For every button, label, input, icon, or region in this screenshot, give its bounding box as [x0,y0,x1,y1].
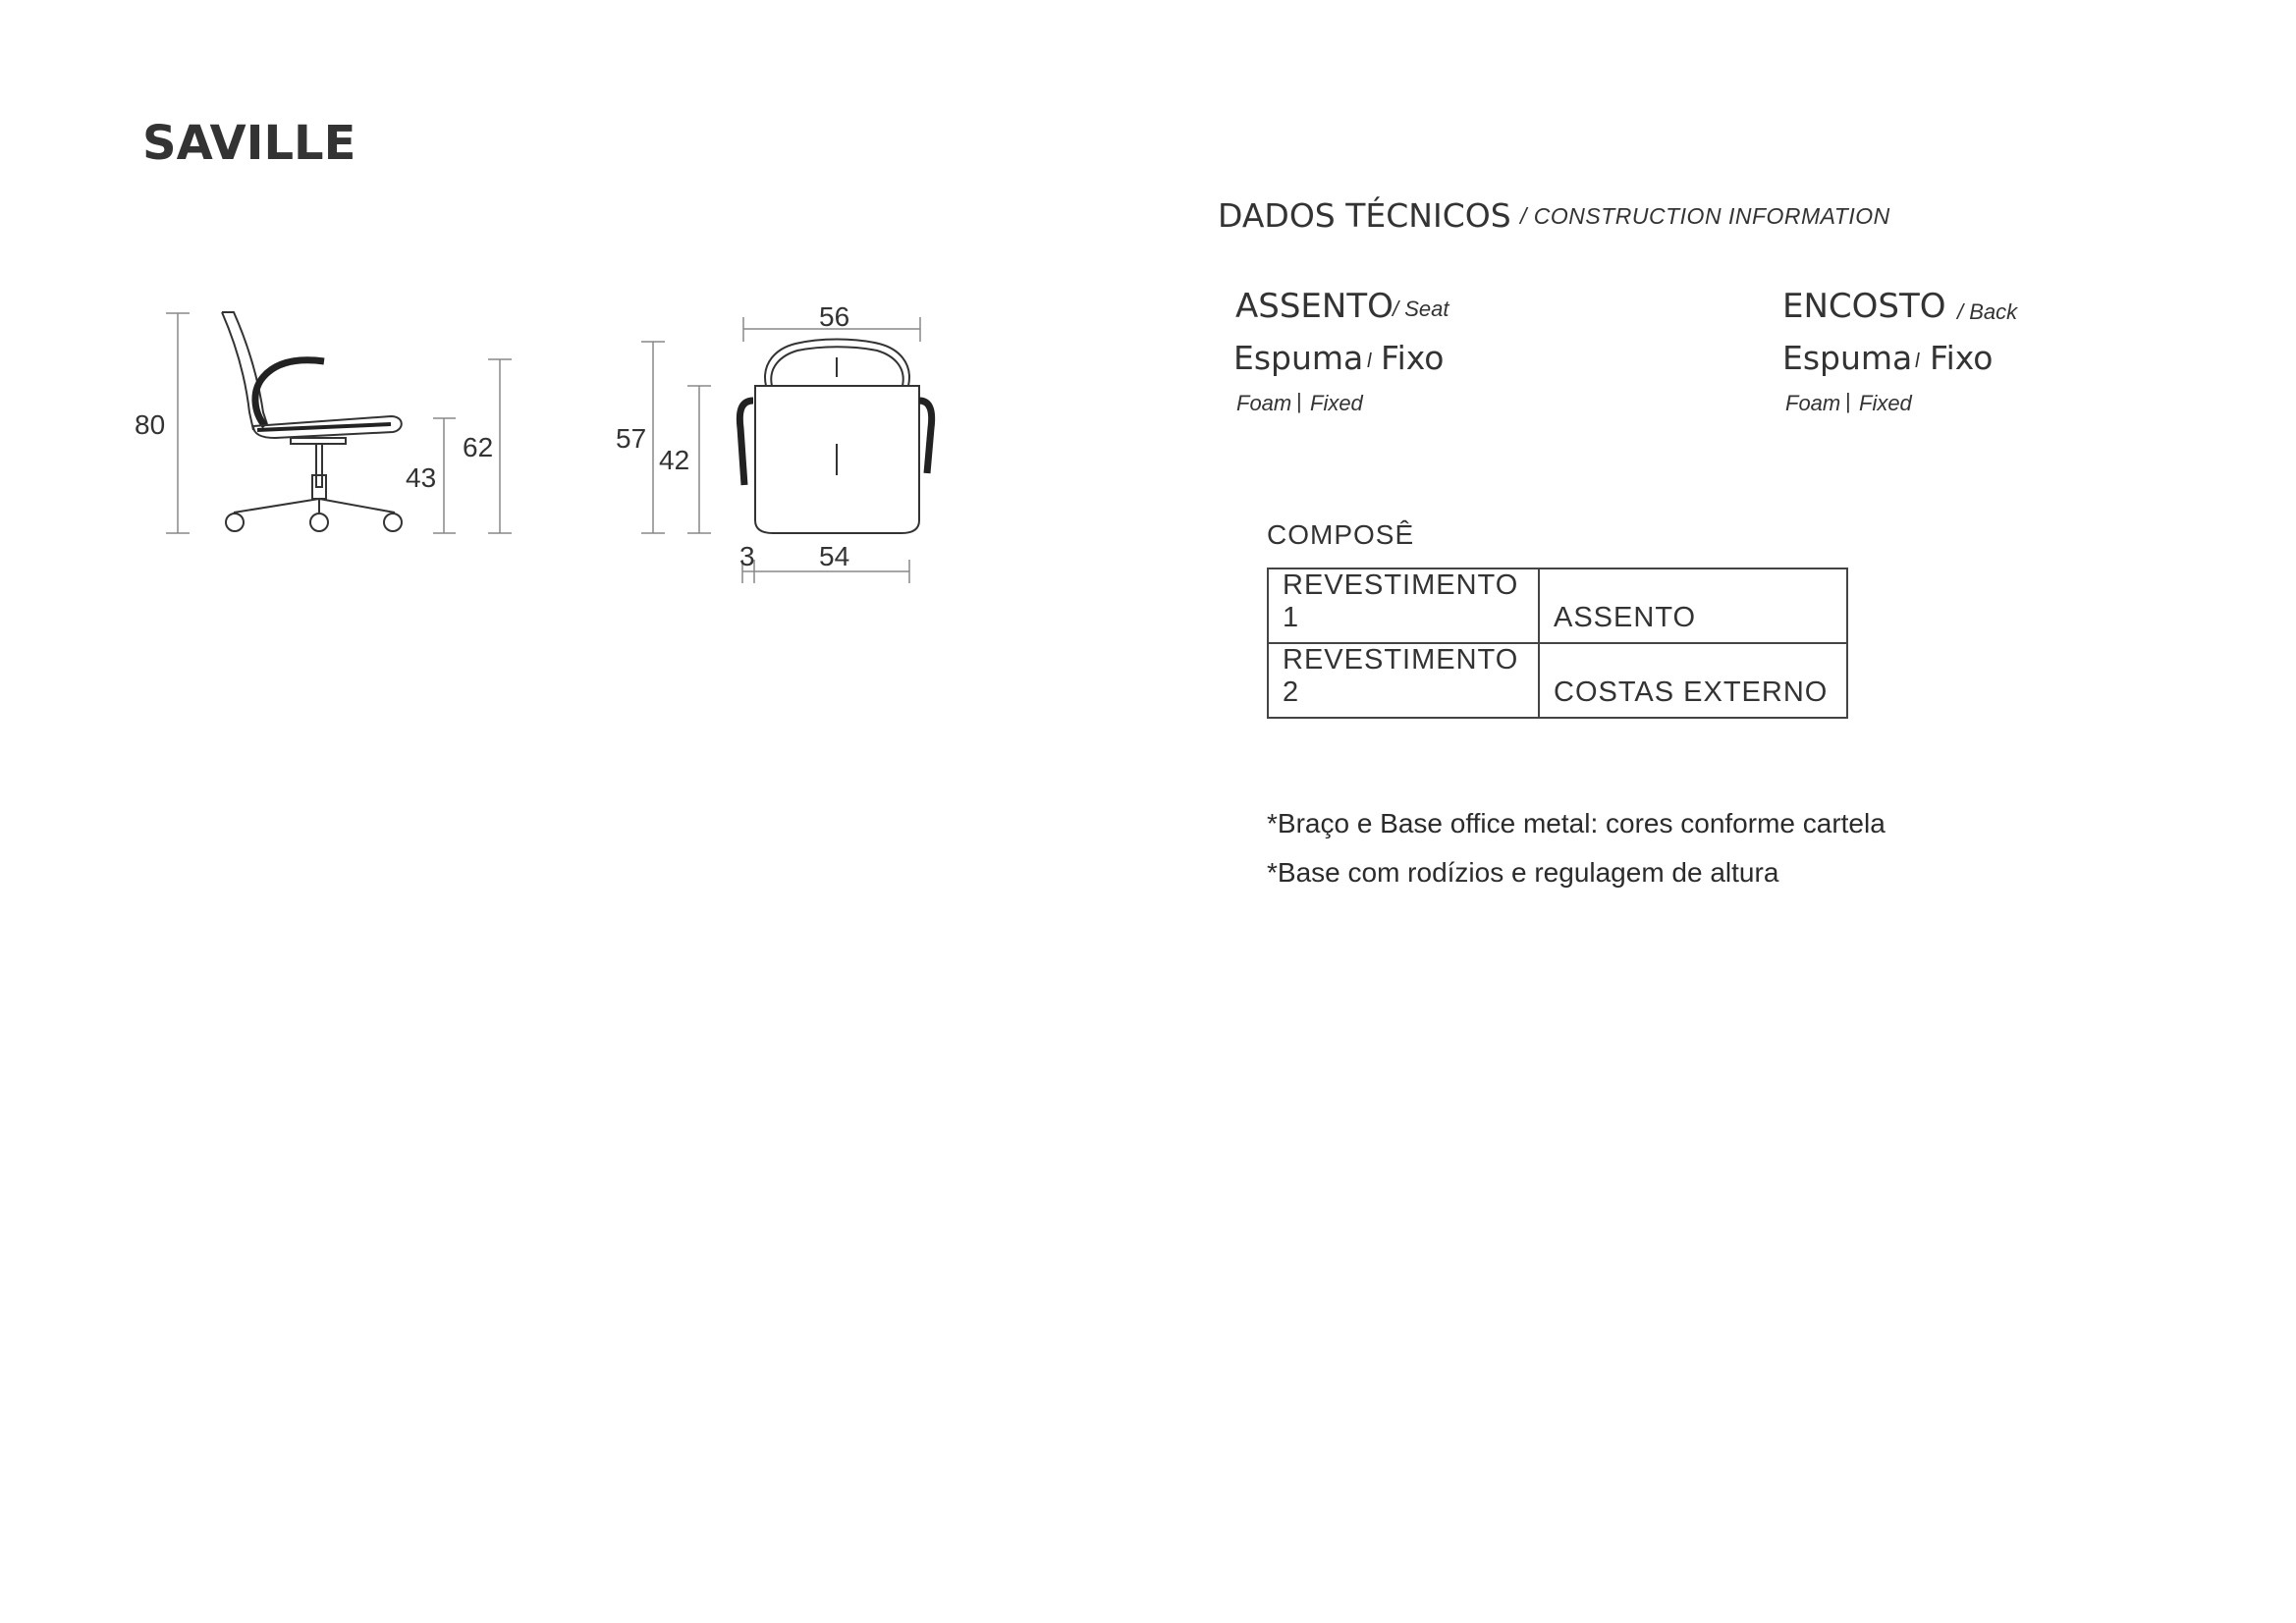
caster-icon [226,514,244,531]
technical-title: DADOS TÉCNICOS [1218,196,1511,235]
dim-label-width-seat: 54 [819,541,850,571]
back-heading: ENCOSTO [1782,287,1946,326]
back-material-en: Foam [1785,391,1841,415]
product-title: SAVILLE [142,116,356,171]
top-armrest-right [919,401,932,473]
seat-material-en: Foam [1236,391,1292,415]
back-heading-en: / Back [1957,299,2018,324]
back-type-en: Fixed [1859,391,1912,415]
row-label: REVESTIMENTO 2 [1283,644,1519,708]
caster-icon [384,514,402,531]
seat-separator: l [1367,351,1372,372]
back-separator: l [1915,351,1920,372]
top-armrest-left [739,401,753,485]
dim-label-depth-total: 57 [616,423,647,454]
dim-label-arm-offset: 3 [739,541,755,571]
row-value: COSTAS EXTERNO [1554,676,1829,708]
seat-type-en: Fixed [1310,391,1363,415]
composition-title: COMPOSÊ [1267,519,1415,550]
row-label: REVESTIMENTO 1 [1283,569,1519,633]
back-material: Espuma [1782,339,1913,377]
seat-pipe: | [1296,389,1302,413]
dim-label-total-height: 80 [135,409,166,440]
note-2: *Base com rodízios e regulagem de altura [1267,857,1779,888]
dim-label-seat-height: 43 [406,462,437,493]
side-view-drawing [166,312,512,533]
technical-subtitle: / CONSTRUCTION INFORMATION [1520,203,1890,229]
dim-line-seat-height [433,418,456,533]
note-1: *Braço e Base office metal: cores conforme cartela [1267,808,1886,839]
seat-heading-en: / Seat [1393,297,1449,321]
seat-heading: ASSENTO [1235,287,1394,326]
dim-label-arm-height: 62 [463,432,494,462]
dim-line-total-height [166,313,190,533]
row-value: ASSENTO [1554,602,1697,633]
back-type: Fixo [1930,339,1994,377]
dim-label-depth-seat: 42 [659,445,690,475]
side-base-legs [234,499,395,513]
seat-type: Fixo [1381,339,1445,377]
caster-icon [310,514,328,531]
side-gas-column [316,444,322,487]
dim-label-width-total: 56 [819,301,850,332]
side-backrest-inner [222,312,253,430]
back-pipe: | [1845,389,1851,413]
side-armrest [255,360,324,426]
dim-line-depth-seat [687,386,711,533]
seat-material: Espuma [1233,339,1364,377]
